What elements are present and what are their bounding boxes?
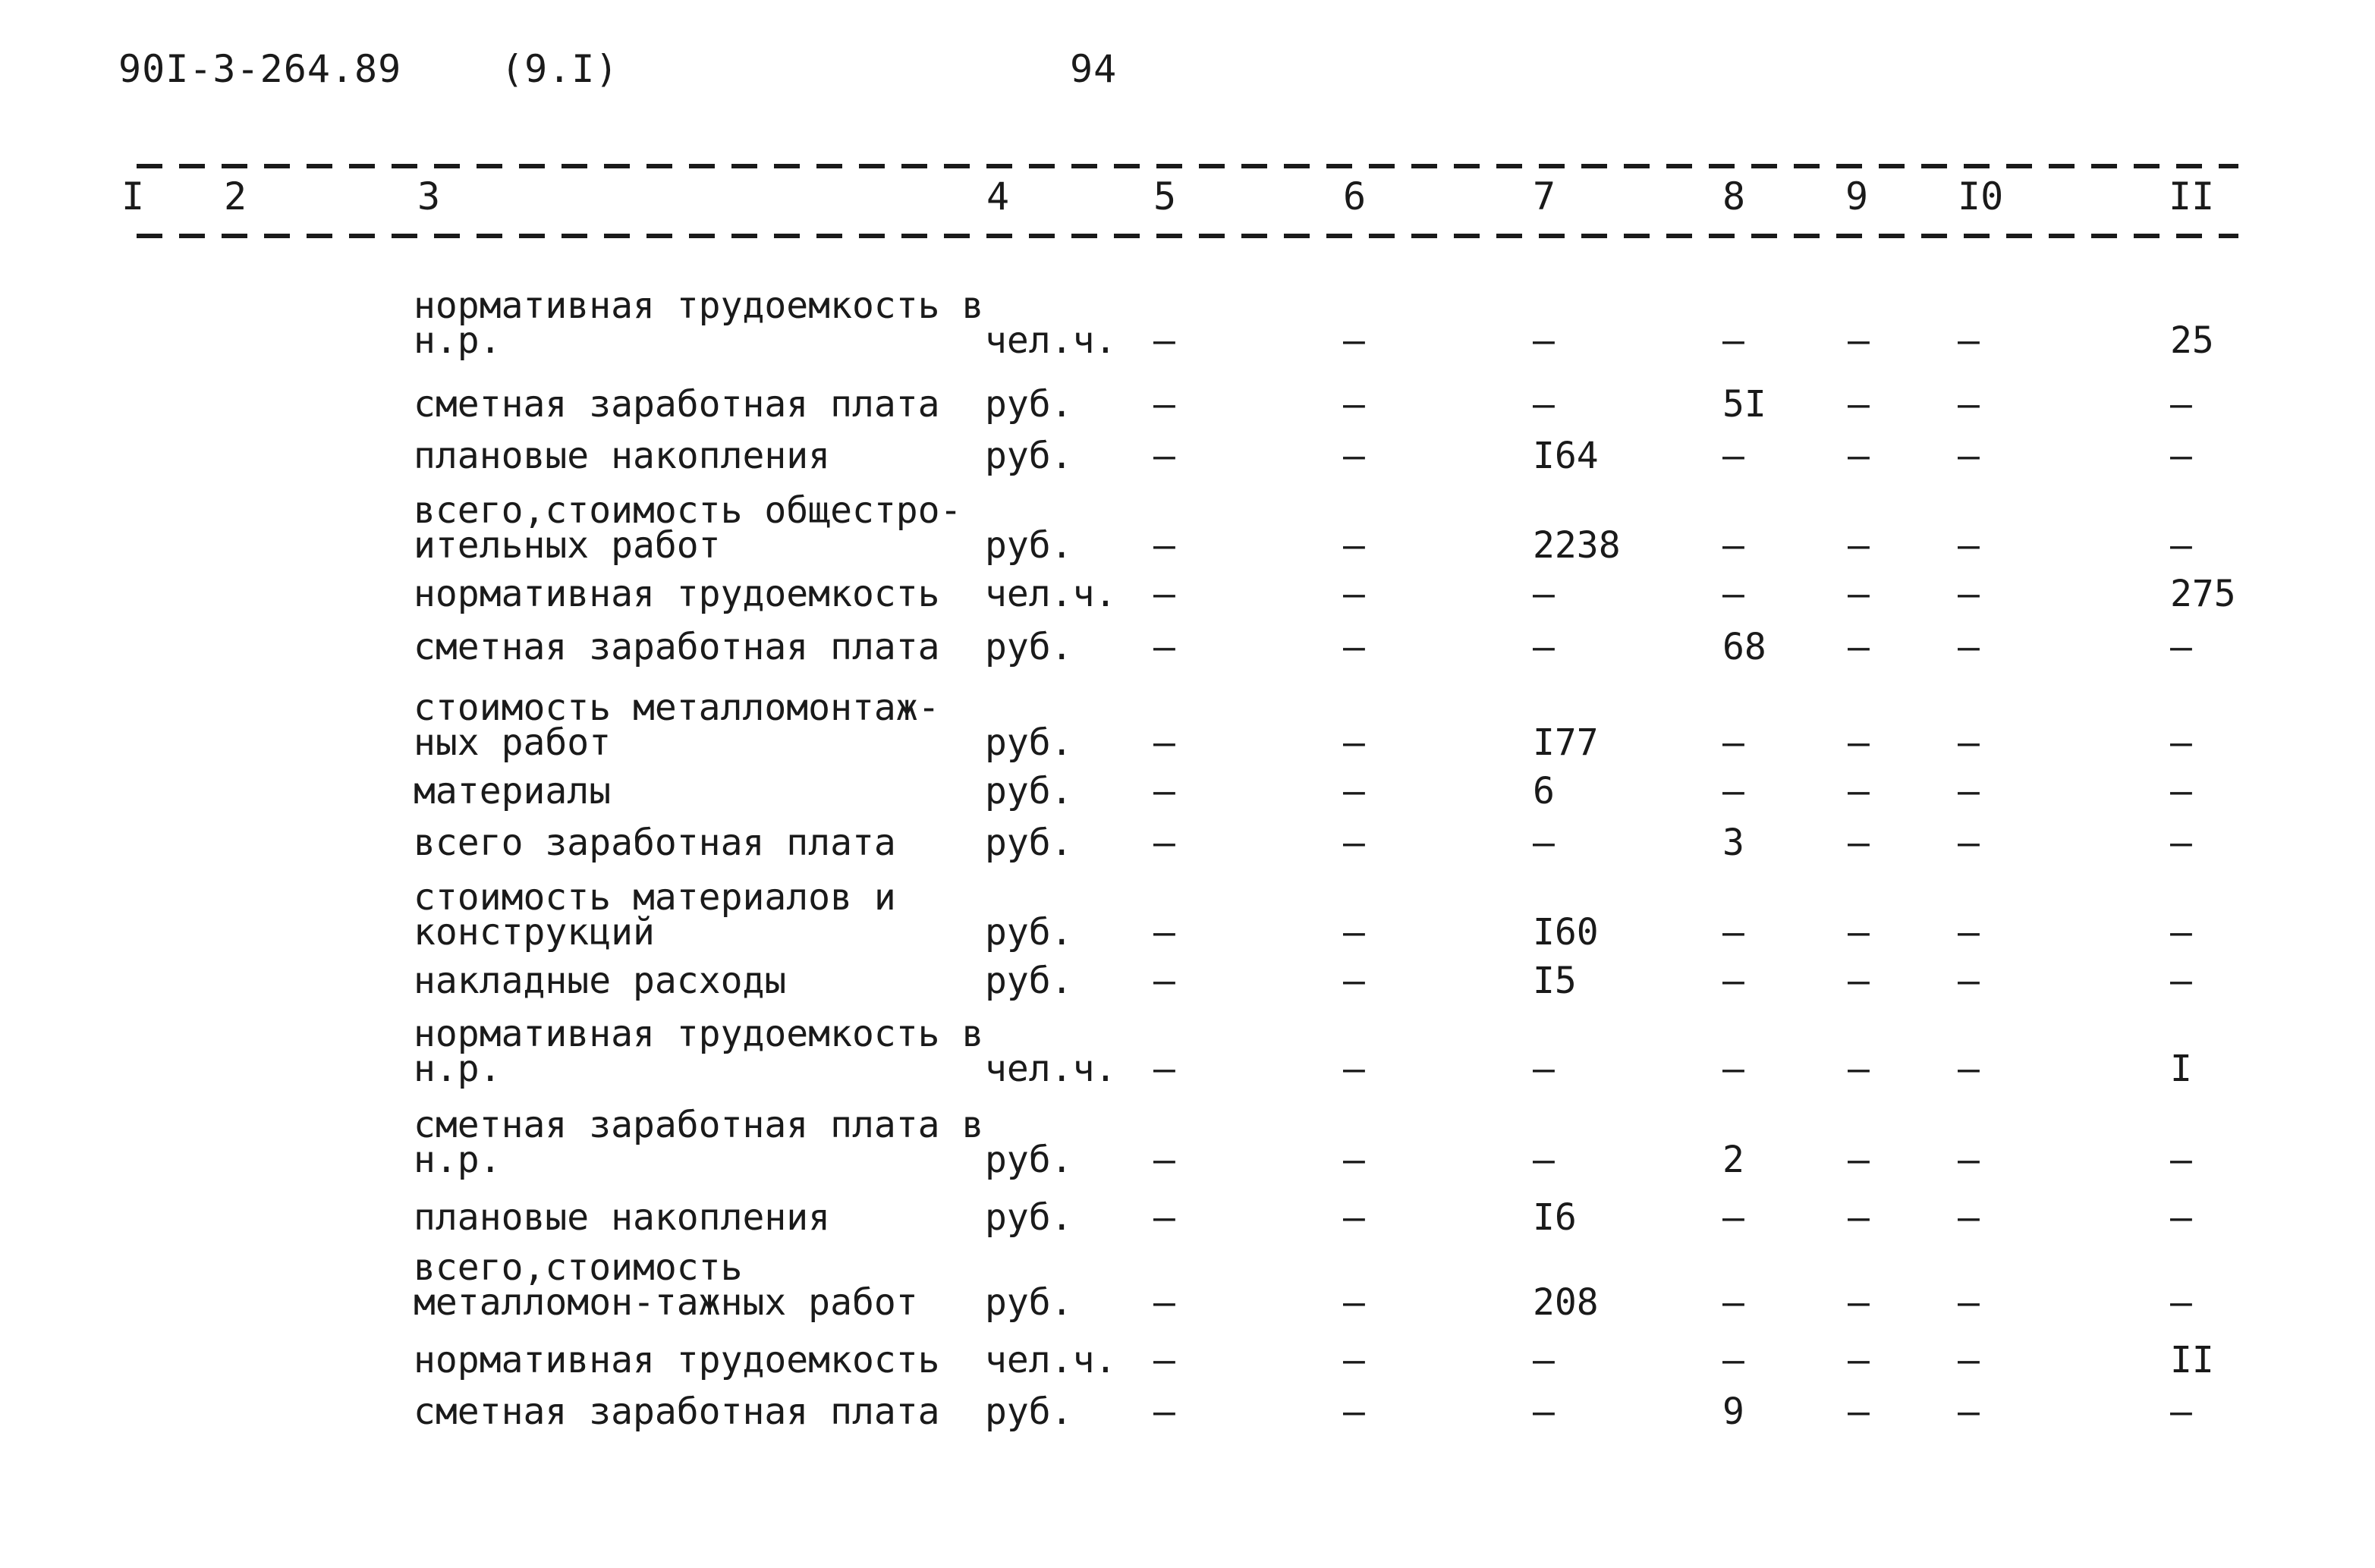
row-unit: руб. bbox=[985, 822, 1073, 864]
row-value-c7: 2238 bbox=[1533, 524, 1621, 567]
row-value-c7: I60 bbox=[1533, 911, 1599, 954]
row-value-c5: – bbox=[1153, 1339, 1175, 1381]
row-value-c10: – bbox=[1958, 770, 1980, 812]
row-unit: руб. bbox=[985, 1196, 1073, 1239]
row-value-c8: – bbox=[1722, 435, 1744, 477]
row-value-c10: – bbox=[1958, 911, 1980, 954]
row-value-c8: 2 bbox=[1722, 1139, 1744, 1181]
row-value-c9: – bbox=[1848, 524, 1870, 567]
column-number: 7 bbox=[1533, 174, 1556, 218]
row-value-c8: – bbox=[1722, 524, 1744, 567]
row-value-c7: – bbox=[1533, 573, 1555, 615]
row-value-c6: – bbox=[1343, 435, 1365, 477]
column-number: 2 bbox=[224, 174, 247, 218]
row-value-c10: – bbox=[1958, 573, 1980, 615]
row-value-c5: – bbox=[1153, 721, 1175, 764]
row-value-c8: – bbox=[1722, 770, 1744, 812]
row-value-c7: – bbox=[1533, 1139, 1555, 1181]
row-value-c9: – bbox=[1848, 822, 1870, 864]
row-value-c10: – bbox=[1958, 383, 1980, 426]
row-value-c10: – bbox=[1958, 524, 1980, 567]
row-value-c11: – bbox=[2170, 1196, 2192, 1239]
row-value-c11: – bbox=[2170, 1390, 2192, 1433]
row-value-c9: – bbox=[1848, 960, 1870, 1002]
row-value-c8: 68 bbox=[1722, 626, 1766, 668]
row-unit: руб. bbox=[985, 1390, 1073, 1433]
row-value-c11: – bbox=[2170, 770, 2192, 812]
row-description: плановые накопления bbox=[414, 435, 831, 477]
row-value-c11: – bbox=[2170, 1139, 2192, 1181]
row-value-c10: – bbox=[1958, 1139, 1980, 1181]
row-value-c9: – bbox=[1848, 626, 1870, 668]
row-description: нормативная трудоемкость в н.р. bbox=[414, 284, 984, 362]
row-value-c8: 9 bbox=[1722, 1390, 1744, 1433]
row-unit: руб. bbox=[985, 1281, 1073, 1324]
row-value-c5: – bbox=[1153, 524, 1175, 567]
row-value-c10: – bbox=[1958, 435, 1980, 477]
row-value-c8: – bbox=[1722, 1048, 1744, 1090]
row-value-c5: – bbox=[1153, 383, 1175, 426]
row-description: нормативная трудоемкость bbox=[414, 1339, 940, 1381]
column-number: 3 bbox=[417, 174, 441, 218]
row-value-c10: – bbox=[1958, 319, 1980, 362]
row-unit: руб. bbox=[985, 911, 1073, 954]
row-unit: руб. bbox=[985, 721, 1073, 764]
row-value-c7: – bbox=[1533, 319, 1555, 362]
row-value-c6: – bbox=[1343, 721, 1365, 764]
row-value-c9: – bbox=[1848, 721, 1870, 764]
column-number: I0 bbox=[1958, 174, 2004, 218]
row-value-c5: – bbox=[1153, 1139, 1175, 1181]
row-value-c9: – bbox=[1848, 573, 1870, 615]
row-value-c10: – bbox=[1958, 960, 1980, 1002]
row-description: нормативная трудоемкость bbox=[414, 573, 940, 615]
section-number: (9.I) bbox=[501, 47, 619, 91]
row-description: сметная заработная плата bbox=[414, 383, 940, 426]
row-description: сметная заработная плата в н.р. bbox=[414, 1104, 984, 1181]
row-description: сметная заработная плата bbox=[414, 1390, 940, 1433]
row-value-c6: – bbox=[1343, 1196, 1365, 1239]
row-value-c6: – bbox=[1343, 960, 1365, 1002]
row-value-c5: – bbox=[1153, 319, 1175, 362]
row-value-c8: – bbox=[1722, 319, 1744, 362]
row-value-c8: – bbox=[1722, 960, 1744, 1002]
row-value-c8: – bbox=[1722, 1339, 1744, 1381]
row-value-c11: – bbox=[2170, 822, 2192, 864]
row-value-c8: 5I bbox=[1722, 383, 1766, 426]
row-value-c6: – bbox=[1343, 1339, 1365, 1381]
row-unit: руб. bbox=[985, 383, 1073, 426]
row-description: сметная заработная плата bbox=[414, 626, 940, 668]
row-unit: руб. bbox=[985, 435, 1073, 477]
column-number: 8 bbox=[1722, 174, 1746, 218]
row-value-c11: – bbox=[2170, 524, 2192, 567]
row-value-c5: – bbox=[1153, 573, 1175, 615]
row-unit: руб. bbox=[985, 626, 1073, 668]
row-value-c10: – bbox=[1958, 1390, 1980, 1433]
row-value-c9: – bbox=[1848, 1139, 1870, 1181]
row-value-c10: – bbox=[1958, 1281, 1980, 1324]
row-unit: чел.ч. bbox=[985, 573, 1117, 615]
row-unit: чел.ч. bbox=[985, 319, 1117, 362]
table-top-rule bbox=[137, 164, 2238, 168]
row-value-c6: – bbox=[1343, 383, 1365, 426]
row-value-c10: – bbox=[1958, 721, 1980, 764]
row-value-c9: – bbox=[1848, 383, 1870, 426]
row-value-c6: – bbox=[1343, 770, 1365, 812]
row-description: материалы bbox=[414, 770, 612, 812]
row-value-c9: – bbox=[1848, 435, 1870, 477]
row-value-c6: – bbox=[1343, 1281, 1365, 1324]
row-value-c11: – bbox=[2170, 1281, 2192, 1324]
row-value-c11: – bbox=[2170, 626, 2192, 668]
page-number: 94 bbox=[1070, 47, 1118, 91]
row-value-c7: – bbox=[1533, 1339, 1555, 1381]
row-description: плановые накопления bbox=[414, 1196, 831, 1239]
column-number: 6 bbox=[1343, 174, 1367, 218]
row-value-c7: 6 bbox=[1533, 770, 1555, 812]
row-value-c8: – bbox=[1722, 1196, 1744, 1239]
row-value-c7: – bbox=[1533, 383, 1555, 426]
row-value-c9: – bbox=[1848, 1196, 1870, 1239]
row-value-c9: – bbox=[1848, 319, 1870, 362]
row-value-c8: – bbox=[1722, 1281, 1744, 1324]
row-value-c5: – bbox=[1153, 435, 1175, 477]
row-value-c6: – bbox=[1343, 911, 1365, 954]
row-value-c5: – bbox=[1153, 1390, 1175, 1433]
row-value-c5: – bbox=[1153, 770, 1175, 812]
row-value-c7: 208 bbox=[1533, 1281, 1599, 1324]
row-value-c11: 25 bbox=[2170, 319, 2214, 362]
row-value-c8: – bbox=[1722, 721, 1744, 764]
row-value-c6: – bbox=[1343, 573, 1365, 615]
row-value-c11: I bbox=[2170, 1048, 2192, 1090]
row-value-c6: – bbox=[1343, 524, 1365, 567]
row-value-c7: – bbox=[1533, 822, 1555, 864]
row-value-c7: I64 bbox=[1533, 435, 1599, 477]
row-value-c5: – bbox=[1153, 911, 1175, 954]
row-value-c10: – bbox=[1958, 626, 1980, 668]
row-value-c11: – bbox=[2170, 435, 2192, 477]
row-value-c6: – bbox=[1343, 626, 1365, 668]
column-number: 5 bbox=[1153, 174, 1177, 218]
row-description: всего заработная плата bbox=[414, 822, 896, 864]
row-value-c9: – bbox=[1848, 1339, 1870, 1381]
row-value-c7: – bbox=[1533, 626, 1555, 668]
row-value-c10: – bbox=[1958, 1339, 1980, 1381]
row-description: нормативная трудоемкость в н.р. bbox=[414, 1013, 984, 1090]
row-value-c11: – bbox=[2170, 911, 2192, 954]
row-unit: чел.ч. bbox=[985, 1339, 1117, 1381]
row-value-c9: – bbox=[1848, 1281, 1870, 1324]
row-value-c11: – bbox=[2170, 960, 2192, 1002]
row-value-c10: – bbox=[1958, 822, 1980, 864]
row-unit: руб. bbox=[985, 770, 1073, 812]
column-number: II bbox=[2169, 174, 2215, 218]
row-unit: руб. bbox=[985, 960, 1073, 1002]
row-value-c10: – bbox=[1958, 1048, 1980, 1090]
row-value-c10: – bbox=[1958, 1196, 1980, 1239]
row-description: накладные расходы bbox=[414, 960, 787, 1002]
row-value-c7: I5 bbox=[1533, 960, 1577, 1002]
document-code: 90I-3-264.89 bbox=[118, 47, 402, 91]
row-value-c7: – bbox=[1533, 1390, 1555, 1433]
row-value-c7: I6 bbox=[1533, 1196, 1577, 1239]
row-value-c8: – bbox=[1722, 911, 1744, 954]
row-value-c5: – bbox=[1153, 626, 1175, 668]
row-value-c6: – bbox=[1343, 1390, 1365, 1433]
row-value-c7: – bbox=[1533, 1048, 1555, 1090]
row-value-c9: – bbox=[1848, 1048, 1870, 1090]
row-value-c6: – bbox=[1343, 1048, 1365, 1090]
row-value-c6: – bbox=[1343, 319, 1365, 362]
row-value-c6: – bbox=[1343, 822, 1365, 864]
row-value-c8: – bbox=[1722, 573, 1744, 615]
row-value-c11: – bbox=[2170, 383, 2192, 426]
row-value-c5: – bbox=[1153, 822, 1175, 864]
row-description: всего,стоимость металломон-тажных работ bbox=[414, 1246, 918, 1324]
row-unit: руб. bbox=[985, 1139, 1073, 1181]
row-value-c9: – bbox=[1848, 911, 1870, 954]
row-value-c7: I77 bbox=[1533, 721, 1599, 764]
row-value-c5: – bbox=[1153, 960, 1175, 1002]
row-unit: руб. bbox=[985, 524, 1073, 567]
row-description: стоимость металломонтаж-ных работ bbox=[414, 687, 940, 764]
column-number: 4 bbox=[986, 174, 1010, 218]
row-value-c5: – bbox=[1153, 1196, 1175, 1239]
column-number: 9 bbox=[1845, 174, 1869, 218]
column-number: I bbox=[121, 174, 145, 218]
row-value-c11: II bbox=[2170, 1339, 2214, 1381]
row-value-c6: – bbox=[1343, 1139, 1365, 1181]
row-value-c11: – bbox=[2170, 721, 2192, 764]
row-value-c9: – bbox=[1848, 770, 1870, 812]
row-description: всего,стоимость общестро-ительных работ bbox=[414, 489, 962, 567]
row-value-c9: – bbox=[1848, 1390, 1870, 1433]
table-header-rule bbox=[137, 234, 2238, 238]
row-description: стоимость материалов и конструкций bbox=[414, 876, 896, 954]
row-value-c8: 3 bbox=[1722, 822, 1744, 864]
row-value-c11: 275 bbox=[2170, 573, 2236, 615]
row-value-c5: – bbox=[1153, 1281, 1175, 1324]
row-unit: чел.ч. bbox=[985, 1048, 1117, 1090]
row-value-c5: – bbox=[1153, 1048, 1175, 1090]
